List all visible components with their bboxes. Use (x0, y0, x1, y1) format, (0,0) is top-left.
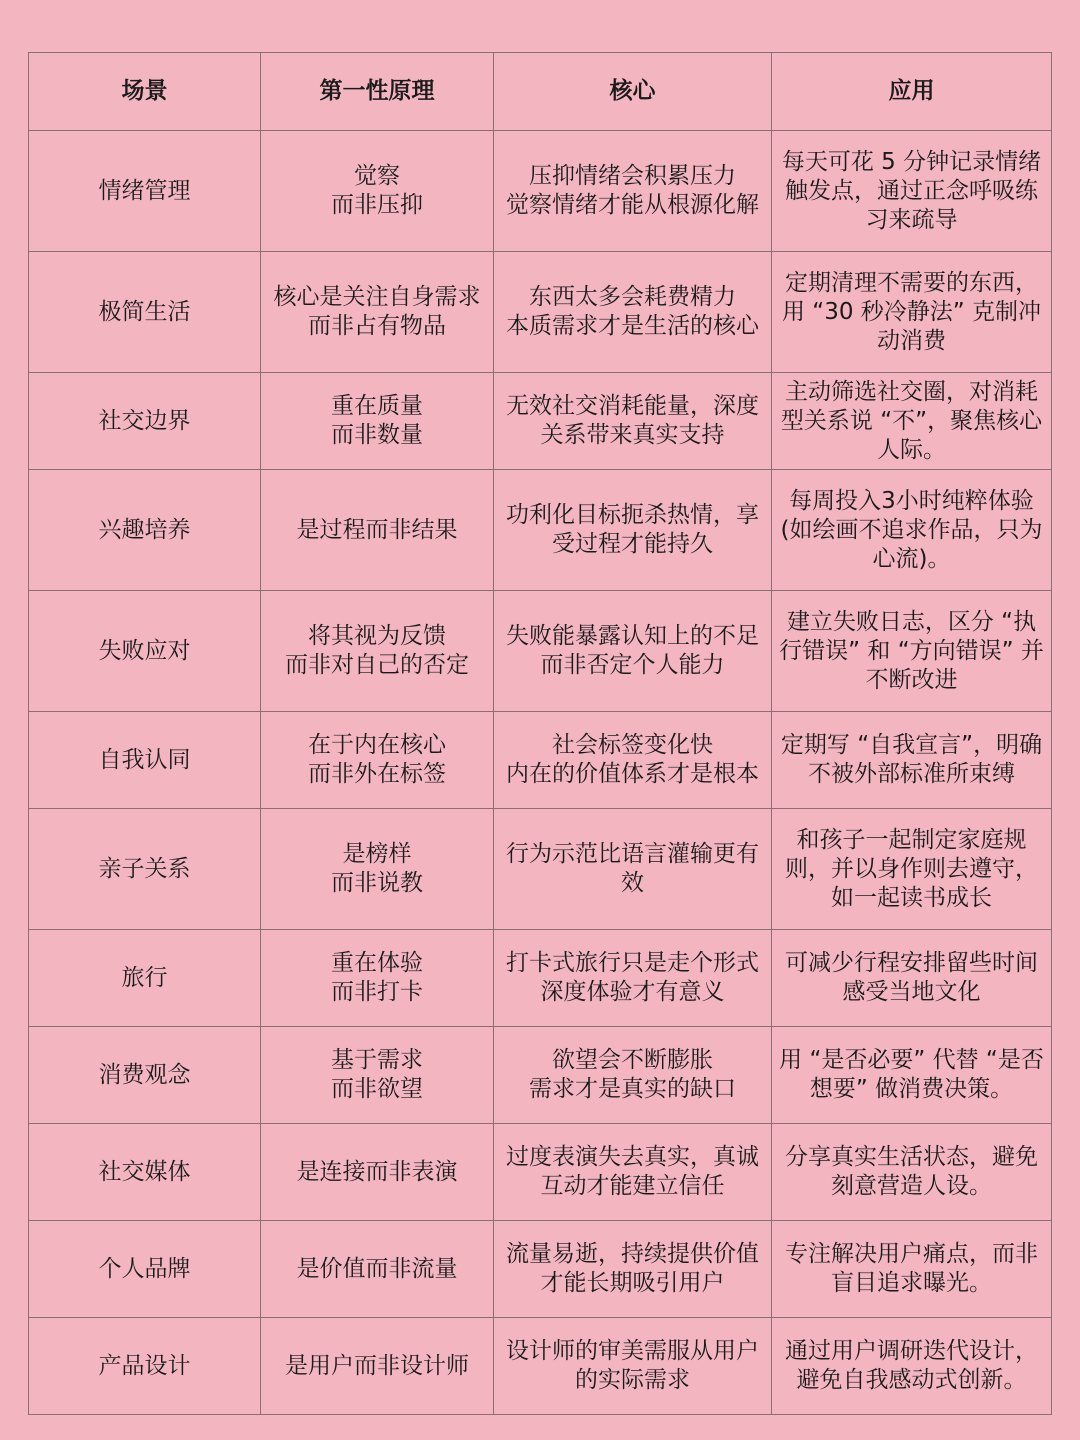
cell-application: 定期写 “自我宣言”，明确不被外部标准所束缚 (772, 712, 1052, 809)
cell-core-line: 东西太多会耗费精力 (529, 284, 736, 310)
cell-scene: 消费观念 (29, 1027, 261, 1124)
cell-core (494, 809, 772, 930)
cell-principle (261, 373, 494, 470)
cell-core-line: 欲望会不断膨胀 (552, 1047, 713, 1073)
cell-scene: 情绪管理 (29, 131, 261, 252)
cell-application: 可减少行程安排留些时间感受当地文化 (772, 930, 1052, 1027)
table-row (29, 712, 1052, 809)
cell-principle (261, 1124, 494, 1221)
cell-core-line: 而非否定个人能力 (540, 652, 725, 678)
cell-principle-line: 在于内在核心 (308, 732, 446, 758)
cell-principle-line: 重在体验 (331, 950, 423, 976)
cell-principle-line: 核心是关注自身需求 (273, 284, 481, 310)
cell-core-line: 打卡式旅行只是走个形式 (506, 950, 759, 976)
cell-principle-line: 将其视为反馈 (308, 623, 446, 649)
cell-principle-line: 是用户而非设计师 (285, 1352, 469, 1379)
cell-principle-line: 是过程而非结果 (296, 516, 458, 543)
table-row (29, 131, 1052, 252)
table-row (29, 1027, 1052, 1124)
cell-scene: 失败应对 (29, 591, 261, 712)
cell-principle-line: 觉察 (354, 163, 400, 189)
cell-core-line: 无效社交消耗能量，深度关系带来真实支持 (506, 393, 759, 448)
cell-core-line: 内在的价值体系才是根本 (506, 761, 759, 787)
cell-application: 分享真实生活状态，避免刻意营造人设。 (772, 1124, 1052, 1221)
principles-table-container (28, 52, 1051, 1415)
cell-core (494, 591, 772, 712)
cell-core (494, 131, 772, 252)
table-row (29, 470, 1052, 591)
table-row (29, 591, 1052, 712)
cell-principle (261, 1221, 494, 1318)
cell-principle (261, 131, 494, 252)
cell-principle-line: 是价值而非流量 (296, 1255, 458, 1282)
table-row (29, 1318, 1052, 1415)
cell-principle-line: 是连接而非表演 (296, 1158, 458, 1185)
table-row (29, 373, 1052, 470)
cell-principle-line: 而非打卡 (331, 979, 423, 1005)
cell-principle-line: 基于需求 (331, 1047, 423, 1073)
table-header (29, 53, 1052, 131)
cell-core-line: 深度体验才有意义 (540, 979, 725, 1005)
table-row (29, 1124, 1052, 1221)
cell-principle (261, 1027, 494, 1124)
cell-application: 每周投入3小时纯粹体验(如绘画不追求作品，只为心流)。 (772, 470, 1052, 591)
cell-application: 主动筛选社交圈，对消耗型关系说 “不”，聚焦核心人际。 (772, 373, 1052, 470)
cell-core-line: 功利化目标扼杀热情，享受过程才能持久 (506, 502, 759, 557)
principles-table (28, 52, 1052, 1415)
cell-core-line: 压抑情绪会积累压力 (529, 163, 736, 189)
cell-core-line: 觉察情绪才能从根源化解 (506, 192, 759, 218)
cell-core-line: 社会标签变化快 (552, 732, 713, 758)
cell-principle-line: 而非数量 (331, 422, 423, 448)
cell-application: 建立失败日志，区分 “执行错误” 和 “方向错误” 并不断改进 (772, 591, 1052, 712)
cell-scene: 社交边界 (29, 373, 261, 470)
cell-principle (261, 470, 494, 591)
table-row (29, 1221, 1052, 1318)
cell-scene: 兴趣培养 (29, 470, 261, 591)
header-row (29, 53, 1052, 131)
table-row (29, 252, 1052, 373)
cell-scene: 旅行 (29, 930, 261, 1027)
cell-core-line: 行为示范比语言灌输更有效 (506, 841, 759, 896)
header-application: 应用 (772, 53, 1052, 131)
cell-principle (261, 809, 494, 930)
cell-core-line: 失败能暴露认知上的不足 (506, 623, 759, 649)
cell-core-line: 需求才是真实的缺口 (529, 1076, 736, 1102)
table-body (29, 131, 1052, 1415)
cell-core (494, 373, 772, 470)
cell-scene: 个人品牌 (29, 1221, 261, 1318)
cell-application: 用 “是否必要” 代替 “是否想要” 做消费决策。 (772, 1027, 1052, 1124)
cell-scene: 自我认同 (29, 712, 261, 809)
cell-application: 通过用户调研迭代设计，避免自我感动式创新。 (772, 1318, 1052, 1415)
cell-core (494, 1318, 772, 1415)
cell-core (494, 712, 772, 809)
cell-core-line: 本质需求才是生活的核心 (506, 313, 759, 339)
cell-principle-line: 而非对自己的否定 (285, 652, 469, 678)
cell-principle (261, 591, 494, 712)
header-core: 核心 (494, 53, 772, 131)
cell-application: 专注解决用户痛点，而非盲目追求曝光。 (772, 1221, 1052, 1318)
cell-core-line: 流量易逝，持续提供价值才能长期吸引用户 (506, 1241, 759, 1296)
cell-core (494, 1124, 772, 1221)
cell-core (494, 470, 772, 591)
cell-core (494, 1027, 772, 1124)
cell-principle-line: 是榜样 (342, 841, 412, 867)
cell-scene: 产品设计 (29, 1318, 261, 1415)
cell-core (494, 1221, 772, 1318)
header-scene: 场景 (29, 53, 261, 131)
cell-application: 定期清理不需要的东西，用 “30 秒冷静法” 克制冲动消费 (772, 252, 1052, 373)
cell-principle (261, 252, 494, 373)
cell-principle-line: 而非占有物品 (308, 313, 446, 339)
cell-core (494, 252, 772, 373)
cell-principle-line: 而非外在标签 (308, 761, 446, 787)
cell-principle (261, 1318, 494, 1415)
cell-scene: 亲子关系 (29, 809, 261, 930)
table-row (29, 809, 1052, 930)
cell-scene: 极简生活 (29, 252, 261, 373)
cell-core-line: 设计师的审美需服从用户的实际需求 (506, 1338, 759, 1393)
cell-scene: 社交媒体 (29, 1124, 261, 1221)
table-row (29, 930, 1052, 1027)
cell-core (494, 930, 772, 1027)
cell-principle (261, 930, 494, 1027)
cell-principle-line: 而非欲望 (331, 1076, 423, 1102)
cell-principle-line: 重在质量 (331, 393, 423, 419)
cell-principle-line: 而非说教 (331, 870, 423, 896)
cell-core-line: 过度表演失去真实，真诚互动才能建立信任 (506, 1144, 759, 1199)
cell-principle-line: 而非压抑 (331, 192, 423, 218)
cell-application: 和孩子一起制定家庭规则，并以身作则去遵守，如一起读书成长 (772, 809, 1052, 930)
header-principle: 第一性原理 (261, 53, 494, 131)
cell-application: 每天可花 5 分钟记录情绪触发点，通过正念呼吸练习来疏导 (772, 131, 1052, 252)
cell-principle (261, 712, 494, 809)
